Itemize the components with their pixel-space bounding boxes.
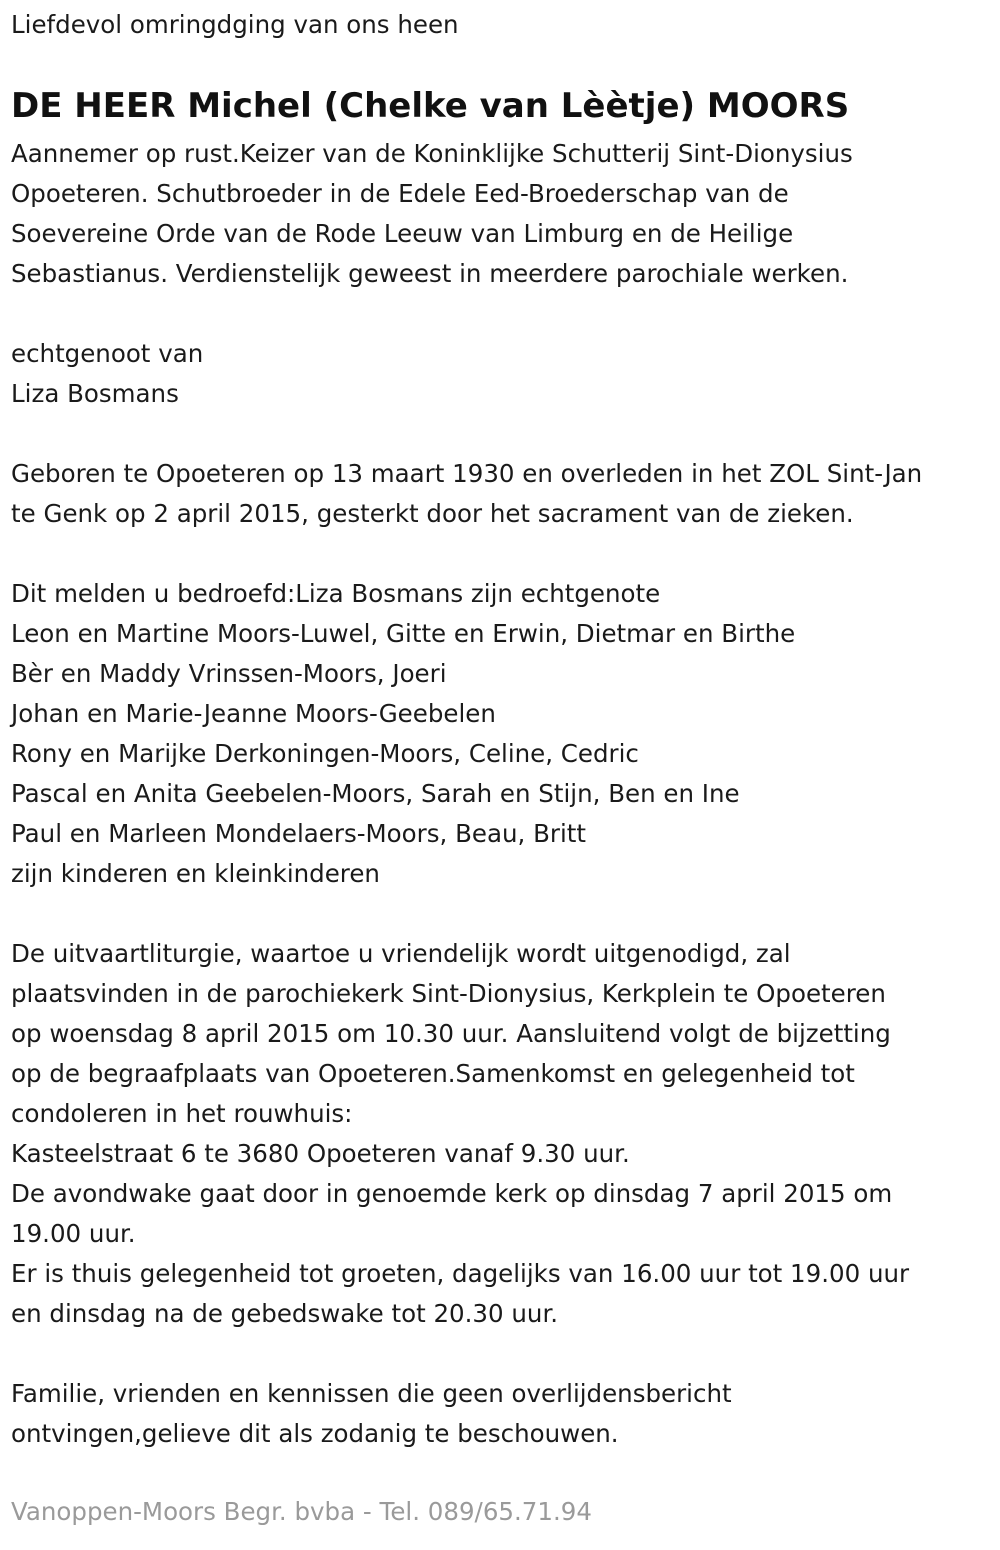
biography-line: Soevereine Orde van de Rode Leeuw van Limburg en de Heilige	[11, 219, 794, 248]
biography-paragraph	[11, 134, 853, 294]
family-line: Johan en Marie-Jeanne Moors-Geebelen	[11, 699, 496, 728]
spouse-line: Liza Bosmans	[11, 379, 179, 408]
funeral-line: op de begraafplaats van Opoeteren.Samenkomst en gelegenheid tot	[11, 1059, 855, 1088]
funeral-line: condoleren in het rouwhuis:	[11, 1099, 353, 1128]
spouse-line: echtgenoot van	[11, 339, 204, 368]
biography-line: Opoeteren. Schutbroeder in de Edele Eed-Broederschap van de	[11, 179, 789, 208]
deceased-name-heading: DE HEER Michel (Chelke van Lèètje) MOORS	[11, 86, 850, 126]
family-line: Pascal en Anita Geebelen-Moors, Sarah en Stijn, Ben en Ine	[11, 779, 740, 808]
family-line: Bèr en Maddy Vrinssen-Moors, Joeri	[11, 659, 447, 688]
family-line: Dit melden u bedroefd:Liza Bosmans zijn echtgenote	[11, 579, 661, 608]
closing-paragraph	[11, 1374, 732, 1454]
closing-line: ontvingen,gelieve dit als zodanig te beschouwen.	[11, 1419, 619, 1448]
funeral-line: Kasteelstraat 6 te 3680 Opoeteren vanaf 9.30 uur.	[11, 1139, 630, 1168]
birth-death-paragraph	[11, 454, 922, 534]
funeral-paragraph	[11, 934, 909, 1334]
birth-death-line: te Genk op 2 april 2015, gesterkt door het sacrament van de zieken.	[11, 499, 854, 528]
funeral-line: en dinsdag na de gebedswake tot 20.30 uur.	[11, 1299, 559, 1328]
funeral-line: De uitvaartliturgie, waartoe u vriendelijk wordt uitgenodigd, zal	[11, 939, 791, 968]
intro-line: Liefdevol omringdging van ons heen	[11, 10, 459, 39]
funeral-line: plaatsvinden in de parochiekerk Sint-Dionysius, Kerkplein te Opoeteren	[11, 979, 886, 1008]
biography-line: Sebastianus. Verdienstelijk geweest in meerdere parochiale werken.	[11, 259, 849, 288]
family-line: Rony en Marijke Derkoningen-Moors, Celine, Cedric	[11, 739, 639, 768]
family-line: Leon en Martine Moors-Luwel, Gitte en Erwin, Dietmar en Birthe	[11, 619, 796, 648]
birth-death-line: Geboren te Opoeteren op 13 maart 1930 en overleden in het ZOL Sint-Jan	[11, 459, 923, 488]
spouse-paragraph	[11, 334, 203, 414]
funeral-line: De avondwake gaat door in genoemde kerk op dinsdag 7 april 2015 om	[11, 1179, 893, 1208]
family-line: Paul en Marleen Mondelaers-Moors, Beau, Britt	[11, 819, 586, 848]
biography-line: Aannemer op rust.Keizer van de Koninklijke Schutterij Sint-Dionysius	[11, 139, 853, 168]
family-paragraph	[11, 574, 795, 894]
closing-line: Familie, vrienden en kennissen die geen overlijdensbericht	[11, 1379, 732, 1408]
funeral-line: Er is thuis gelegenheid tot groeten, dagelijks van 16.00 uur tot 19.00 uur	[11, 1259, 910, 1288]
funeral-home-footer: Vanoppen-Moors Begr. bvba - Tel. 089/65.71.94	[11, 1497, 592, 1526]
family-line: zijn kinderen en kleinkinderen	[11, 859, 380, 888]
funeral-line: 19.00 uur.	[11, 1219, 136, 1248]
funeral-line: op woensdag 8 april 2015 om 10.30 uur. Aansluitend volgt de bijzetting	[11, 1019, 891, 1048]
